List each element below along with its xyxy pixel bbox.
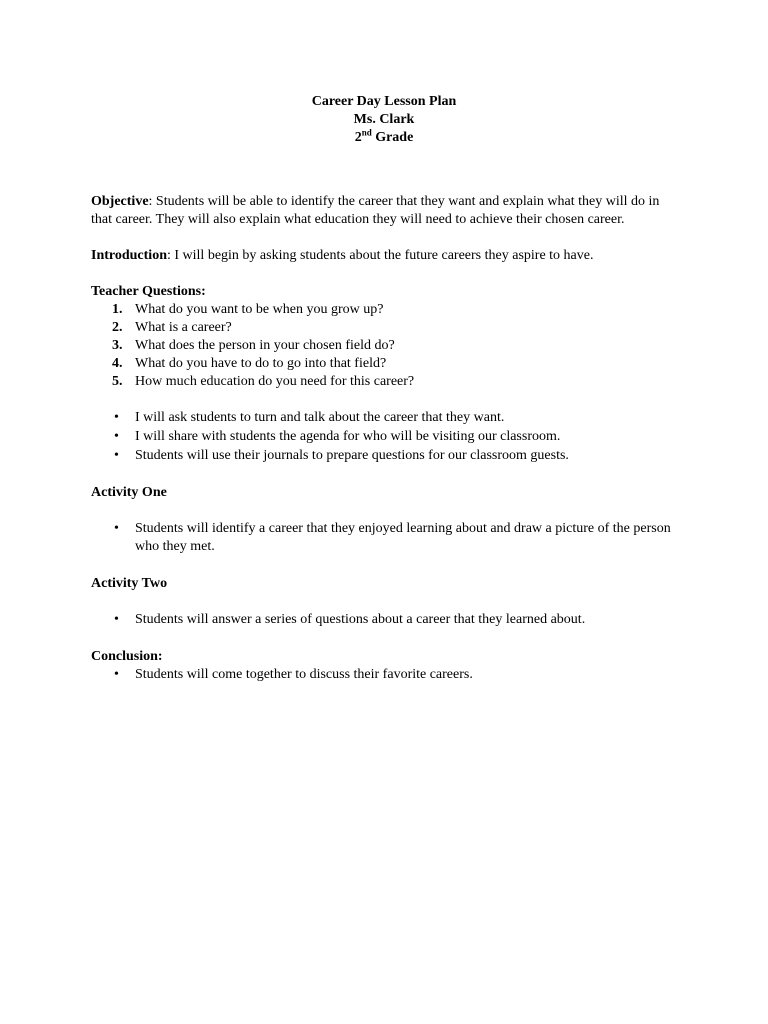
bullet-text: Students will use their journals to prepare questions for our classroom guests. — [135, 448, 569, 463]
question-number: 5. — [112, 374, 123, 389]
conclusion-heading: Conclusion: — [91, 649, 163, 664]
bullet-text: Students will answer a series of questions about a career that they learned about. — [135, 612, 586, 627]
question-text: What do you want to be when you grow up? — [135, 302, 384, 317]
document-header — [0, 93, 768, 147]
question-text: What does the person in your chosen field do? — [135, 338, 395, 353]
question-item — [91, 355, 681, 373]
bullet-text: Students will identify a career that they enjoyed learning about and draw a picture of the person who they met. — [135, 521, 671, 554]
introduction-label: Introduction — [91, 248, 167, 263]
bullet-text: Students will come together to discuss their favorite careers. — [135, 667, 473, 682]
question-item — [91, 319, 681, 337]
objective-paragraph — [91, 193, 681, 229]
bullet-icon: • — [114, 410, 119, 425]
objective-text: : Students will be able to identify the career that they want and explain what they will do in that career. They will also explain what education they will need to achieve their chosen career. — [91, 194, 660, 227]
introduction-paragraph — [91, 247, 681, 265]
list-item — [91, 520, 681, 556]
introduction-text: : I will begin by asking students about the future careers they aspire to have. — [166, 248, 594, 263]
list-item — [91, 447, 681, 465]
bullet-text: I will ask students to turn and talk about the career that they want. — [135, 410, 505, 425]
question-text: What do you have to do to go into that field? — [135, 356, 387, 371]
list-item — [91, 409, 681, 427]
conclusion-list — [91, 666, 681, 684]
teacher-questions-heading: Teacher Questions: — [91, 284, 206, 299]
bullet-icon: • — [114, 612, 119, 627]
bullet-text: I will share with students the agenda for who will be visiting our classroom. — [135, 429, 561, 444]
activity-two-heading: Activity Two — [91, 576, 168, 591]
question-number: 1. — [112, 302, 123, 317]
question-number: 4. — [112, 356, 123, 371]
document-title: Career Day Lesson Plan — [311, 94, 457, 109]
bullet-icon: • — [114, 429, 119, 444]
document-page — [91, 93, 681, 685]
grade-level — [0, 129, 768, 147]
grade-word: Grade — [375, 130, 414, 145]
question-item — [91, 301, 681, 319]
objective-label: Objective — [91, 194, 149, 209]
list-item — [91, 428, 681, 446]
bullet-icon: • — [114, 521, 119, 536]
bullet-icon: • — [114, 667, 119, 682]
question-number: 2. — [112, 320, 123, 335]
activity-one-heading: Activity One — [91, 485, 167, 500]
grade-number: 2 — [354, 130, 362, 145]
question-item — [91, 373, 681, 391]
list-item — [91, 611, 681, 629]
teacher-name: Ms. Clark — [353, 112, 415, 127]
question-item — [91, 337, 681, 355]
bullet-icon: • — [114, 448, 119, 463]
question-number: 3. — [112, 338, 123, 353]
intro-bullet-list — [91, 409, 681, 465]
list-item — [91, 666, 681, 684]
grade-ordinal: nd — [361, 127, 372, 138]
activity-two-list — [91, 611, 681, 629]
teacher-questions-list — [91, 301, 681, 391]
question-text: How much education do you need for this career? — [135, 374, 415, 389]
question-text: What is a career? — [135, 320, 232, 335]
activity-one-list — [91, 520, 681, 556]
